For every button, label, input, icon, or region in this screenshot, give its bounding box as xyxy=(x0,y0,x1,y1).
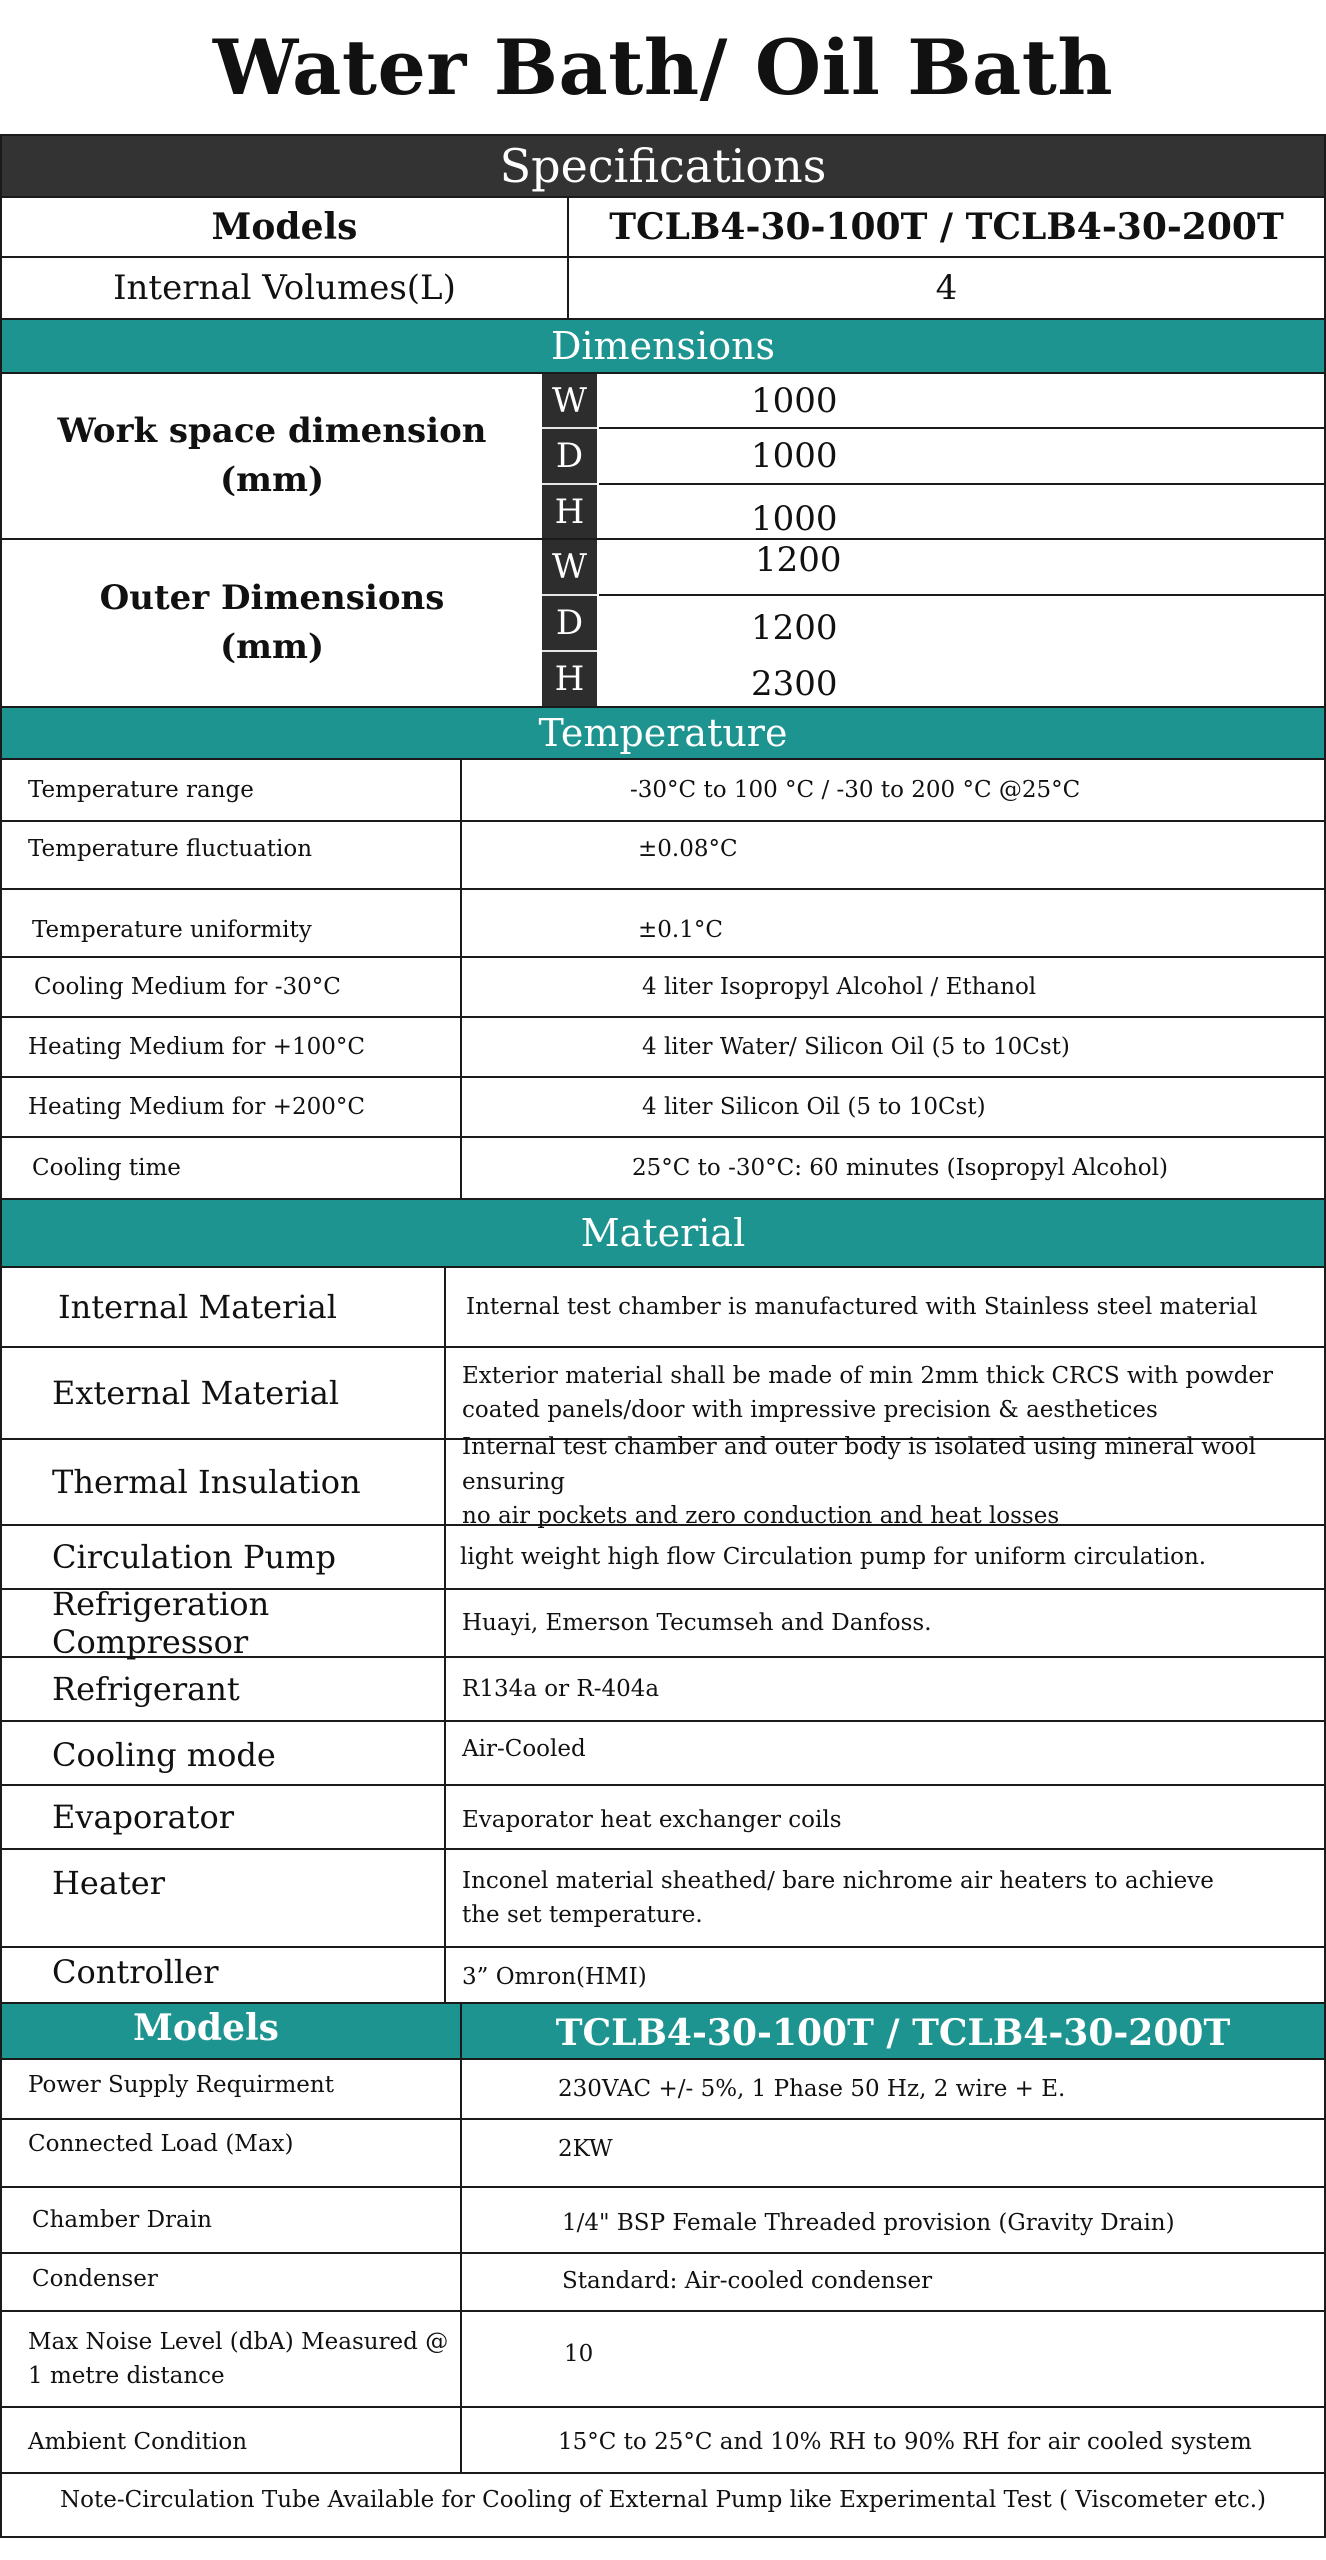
temp-value: 4 liter Isopropyl Alcohol / Ethanol xyxy=(460,958,1324,1016)
spec-sheet xyxy=(0,134,1326,2559)
note-text: Note-Circulation Tube Available for Cooling of External Pump like Experimental Test ( Viscometer etc.) xyxy=(60,2487,1266,2513)
outer-d-value: 1200 xyxy=(751,608,838,648)
material-value-line1: Internal test chamber is manufactured with Stainless steel material xyxy=(466,1293,1258,1320)
page-title: Water Bath/ Oil Bath xyxy=(212,22,1114,112)
temp-value: -30°C to 100 °C / -30 to 200 °C @25°C xyxy=(460,760,1324,820)
temp-row xyxy=(0,760,1326,822)
temp-value: ±0.08°C xyxy=(460,822,1324,888)
material-value: light weight high flow Circulation pump for uniform circulation. xyxy=(444,1526,1324,1588)
material-label: Evaporator xyxy=(52,1798,235,1836)
material-value-line2: coated panels/door with impressive precision & aesthetices xyxy=(462,1397,1158,1423)
models2-row xyxy=(0,2254,1326,2312)
models2-row-value: 230VAC +/- 5%, 1 Phase 50 Hz, 2 wire + E. xyxy=(460,2060,1324,2118)
outer-d-letter: D xyxy=(542,596,597,652)
material-value-line2: the set temperature. xyxy=(462,1902,703,1928)
material-label: Circulation Pump xyxy=(52,1538,336,1576)
temp-value: 25°C to -30°C: 60 minutes (Isopropyl Alcohol) xyxy=(460,1138,1324,1198)
temp-row xyxy=(0,958,1326,1018)
models2-row xyxy=(0,2120,1326,2188)
models2-row xyxy=(0,2060,1326,2120)
material-row xyxy=(0,1722,1326,1786)
work-h-value: 1000 xyxy=(751,498,838,539)
material-row xyxy=(0,1658,1326,1722)
models2-row-label-line2: 1 metre distance xyxy=(28,2363,225,2389)
material-value: 3” Omron(HMI) xyxy=(444,1948,1324,2002)
outer-label-line2: (mm) xyxy=(219,627,325,667)
material-value-line1: Exterior material shall be made of min 2mm thick CRCS with powder xyxy=(462,1362,1274,1389)
models2-row xyxy=(0,2408,1326,2474)
models-label: Models xyxy=(211,206,358,248)
temperature-heading: Temperature xyxy=(0,708,1326,760)
temp-value: ±0.1°C xyxy=(460,890,1324,956)
work-d-value: 1000 xyxy=(599,429,1324,485)
material-value xyxy=(444,1850,1324,1946)
temp-row xyxy=(0,1018,1326,1078)
models2-row xyxy=(0,2312,1326,2408)
specifications-heading: Specifications xyxy=(0,134,1326,198)
volume-value: 4 xyxy=(567,258,1324,318)
models2-row-label: Connected Load (Max) xyxy=(28,2131,294,2157)
material-label: Internal Material xyxy=(58,1288,337,1326)
temp-label: Temperature range xyxy=(28,777,254,803)
models2-row xyxy=(0,2188,1326,2254)
material-label: Refrigeration Compressor xyxy=(52,1585,270,1661)
work-space-block xyxy=(0,374,1326,540)
models2-row-label: Ambient Condition xyxy=(28,2429,248,2455)
outer-dimensions-label xyxy=(2,540,542,706)
temp-row xyxy=(0,890,1326,958)
note-row xyxy=(0,2474,1326,2538)
material-row xyxy=(0,1526,1326,1590)
models2-row-label: Condenser xyxy=(32,2266,158,2292)
material-value-line1: Inconel material sheathed/ bare nichrome air heaters to achieve xyxy=(462,1867,1214,1894)
material-row xyxy=(0,1434,1326,1530)
models2-label: Models xyxy=(133,2007,279,2049)
outer-w-letter: W xyxy=(542,540,597,596)
material-value-line2: no air pockets and zero conduction and heat losses xyxy=(462,1503,1060,1530)
work-w-letter: W xyxy=(542,374,597,429)
material-value: Evaporator heat exchanger coils xyxy=(444,1786,1324,1848)
models2-header xyxy=(0,2004,1326,2060)
material-row xyxy=(0,1786,1326,1850)
work-d-letter: D xyxy=(542,429,597,485)
material-heading: Material xyxy=(0,1200,1326,1268)
models2-row-value: 1/4" BSP Female Threaded provision (Gravity Drain) xyxy=(460,2188,1324,2252)
work-space-label xyxy=(2,374,542,538)
temp-value: 4 liter Water/ Silicon Oil (5 to 10Cst) xyxy=(460,1018,1324,1076)
material-label: Heater xyxy=(52,1864,166,1902)
material-label: External Material xyxy=(52,1374,340,1412)
temp-label: Temperature uniformity xyxy=(32,917,312,943)
material-row xyxy=(0,1268,1326,1348)
models2-row-label xyxy=(2,2312,460,2406)
outer-label-line1: Outer Dimensions xyxy=(99,577,445,618)
outer-h-letter: H xyxy=(542,652,597,706)
temp-label: Heating Medium for +100°C xyxy=(28,1034,365,1060)
temp-row xyxy=(0,822,1326,890)
models2-row-value: Standard: Air-cooled condenser xyxy=(460,2254,1324,2310)
material-value: Air-Cooled xyxy=(444,1722,1324,1784)
temp-row xyxy=(0,1078,1326,1138)
material-row xyxy=(0,1850,1326,1948)
material-value-line1: Internal test chamber and outer body is isolated using mineral wool ensuring xyxy=(462,1434,1256,1495)
models2-row-value: 15°C to 25°C and 10% RH to 90% RH for air cooled system xyxy=(460,2408,1324,2472)
material-value: Huayi, Emerson Tecumseh and Danfoss. xyxy=(444,1590,1324,1656)
volume-row xyxy=(0,258,1326,320)
material-row xyxy=(0,1348,1326,1440)
models2-row-value: 10 xyxy=(460,2312,1324,2406)
material-label: Refrigerant xyxy=(52,1670,240,1708)
material-value xyxy=(444,1434,1324,1530)
models2-row-label: Chamber Drain xyxy=(32,2207,212,2233)
models-row xyxy=(0,198,1326,258)
models2-row-label-line1: Max Noise Level (dbA) Measured @ xyxy=(28,2328,449,2355)
models-value: TCLB4-30-100T / TCLB4-30-200T xyxy=(567,198,1324,256)
outer-h-value: 2300 xyxy=(751,664,838,704)
material-value: R134a or R-404a xyxy=(444,1658,1324,1720)
outer-dimensions-block xyxy=(0,540,1326,708)
temp-row xyxy=(0,1138,1326,1200)
temp-label: Cooling time xyxy=(32,1155,181,1181)
outer-w-value: 1200 xyxy=(599,540,1324,596)
work-space-label-line2: (mm) xyxy=(219,460,325,500)
material-row xyxy=(0,1585,1326,1661)
material-label: Thermal Insulation xyxy=(52,1463,361,1501)
material-row xyxy=(0,1948,1326,2004)
material-label: Controller xyxy=(52,1953,219,1991)
material-label: Cooling mode xyxy=(52,1736,276,1774)
temp-label: Temperature fluctuation xyxy=(28,836,313,862)
models2-row-label: Power Supply Requirment xyxy=(28,2072,334,2098)
work-h-letter: H xyxy=(542,485,597,538)
volume-label: Internal Volumes(L) xyxy=(113,268,456,308)
temp-value: 4 liter Silicon Oil (5 to 10Cst) xyxy=(460,1078,1324,1136)
models2-value: TCLB4-30-100T / TCLB4-30-200T xyxy=(460,2004,1324,2058)
dimensions-heading: Dimensions xyxy=(0,320,1326,374)
material-value xyxy=(444,1348,1324,1438)
temp-label: Heating Medium for +200°C xyxy=(28,1094,365,1120)
work-space-label-line1: Work space dimension xyxy=(57,410,487,451)
models2-row-value: 2KW xyxy=(460,2120,1324,2186)
material-value xyxy=(444,1268,1324,1346)
temp-label: Cooling Medium for -30°C xyxy=(34,974,341,1000)
work-w-value: 1000 xyxy=(599,374,1324,429)
